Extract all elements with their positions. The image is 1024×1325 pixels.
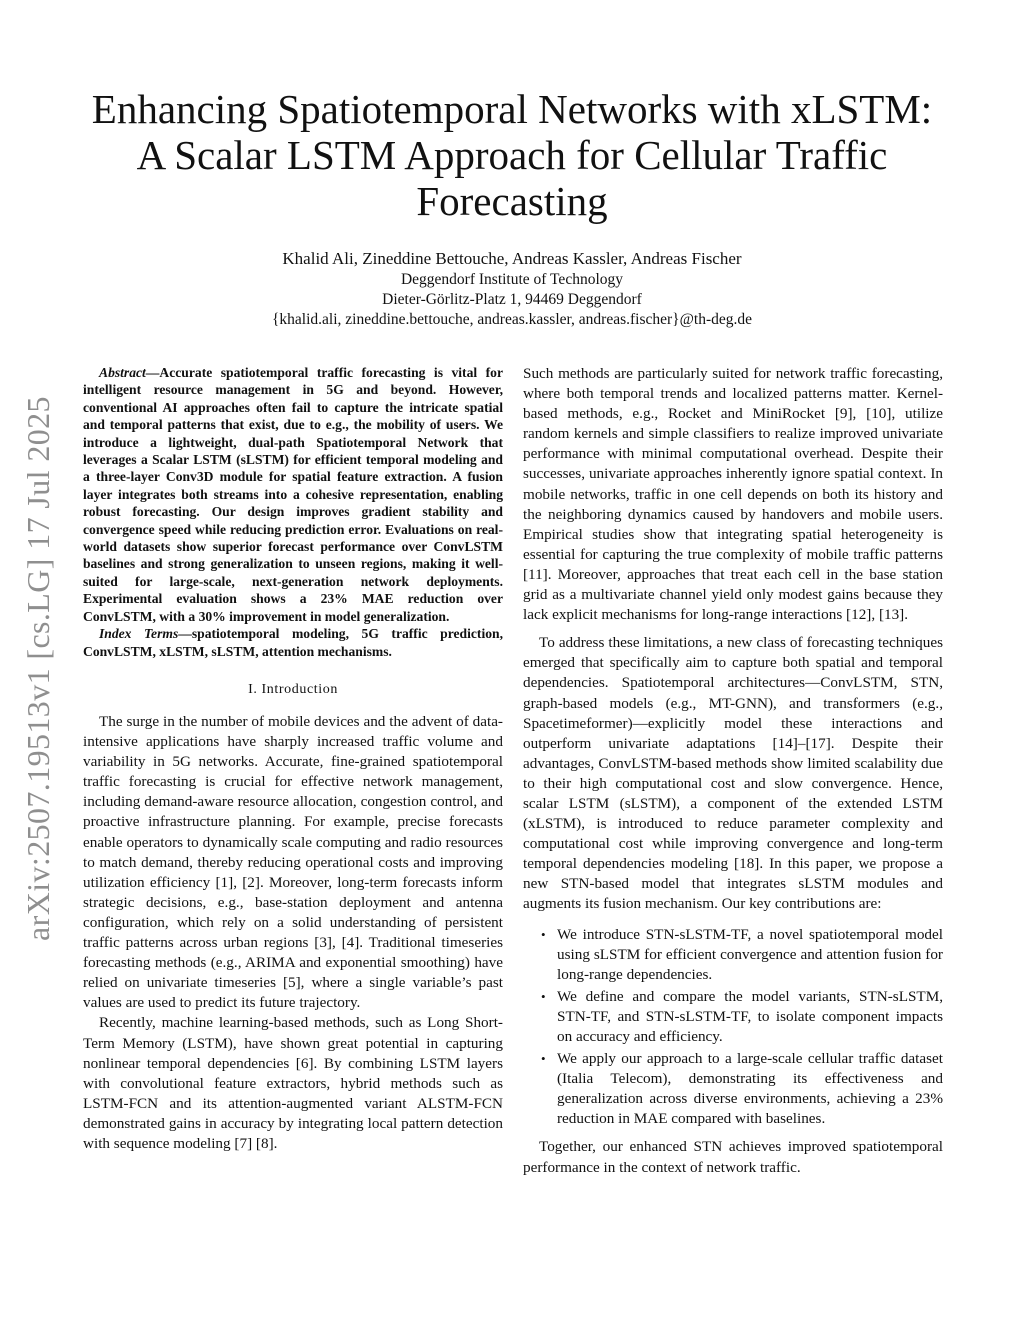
arxiv-identifier-stamp xyxy=(14,378,62,958)
abstract xyxy=(83,364,503,625)
arxiv-identifier-text: arXiv:2507.19513v1 [cs.LG] 17 Jul 2025 xyxy=(19,395,56,941)
title-line-3: Forecasting xyxy=(416,178,608,224)
paper-title xyxy=(70,86,954,224)
closing-paragraph: Together, our enhanced STN achieves improved spatiotemporal performance in the context of network traffic. xyxy=(523,1138,943,1176)
abstract-text: Accurate spatiotemporal traffic forecasting is vital for intelligent resource management in 5G and beyond. However, conventional AI approaches often fail to capture the intricate spatial and temporal patterns that exist, due to e.g., the mobility of users. We introduce a lightweight, dual-path Spatiotemporal Network that leverages a Scalar LSTM (sLSTM) for efficient temporal modeling and a three-layer Conv3D module for spatial feature extraction. A fusion layer integrates both streams into a cohesive representation, enabling robust forecasting. Our design improves gradient stability and convergence speed while reducing prediction error. Evaluations on real-world datasets show superior forecast performance over ConvLSTM baselines and strong generalization to unseen regions, making it well-suited for large-scale, next-generation network deployments. Experimental evaluation shows a 23% MAE reduction over ConvLSTM, with a 30% improvement in model generalization. xyxy=(83,365,503,624)
bullet-icon: • xyxy=(541,988,546,1004)
contribution-text: We introduce STN-sLSTM-TF, a novel spatiotemporal model using sLSTM for efficient convergence and attention fusion for long-range dependencies. xyxy=(557,925,943,983)
author-emails: {khalid.ali, zineddine.bettouche, andreas.kassler, andreas.fischer}@th-deg.de xyxy=(271,311,752,328)
intro-paragraph: To address these limitations, a new class of forecasting techniques emerged that specifically aim to capture both spatial and temporal dependencies. Spatiotemporal architectures—ConvLSTM, STN, graph-based models (e.g., MT-GNN), and transformers (e.g., Spacetimeformer)—explicitly model these interactions and outperform univariate adaptations [14]–[17]. Despite their advantages, ConvLSTM-based methods show limited scalability due to their high computational cost and slow convergence. Hence, scalar LSTM (sLSTM), a component of the extended LSTM (xLSTM), is introduced to reduce parameter complexity and computational cost while improving convergence and long-term temporal dependencies modeling [18]. In this paper, we propose a new STN-based model that integrates sLSTM modules and augments its fusion mechanism. Our key contributions are: xyxy=(523,634,943,913)
author-list: Khalid Ali, Zineddine Bettouche, Andreas Kassler, Andreas Fischer xyxy=(282,249,742,268)
index-terms-label: Index Terms xyxy=(99,626,179,642)
contribution-text: We apply our approach to a large-scale cellular traffic dataset (Italia Telecom), demonstrating its effectiveness and generalization across diverse environments, achieving a 23% reduction in MAE compared with baselines. xyxy=(557,1050,943,1128)
index-terms-text: —spatiotemporal modeling, 5G traffic prediction, ConvLSTM, xLSTM, sLSTM, attention mechanisms. xyxy=(83,626,503,659)
abstract-label: Abstract— xyxy=(99,365,160,380)
section-heading-introduction: I. Introduction xyxy=(248,681,338,697)
list-item xyxy=(523,987,943,1047)
intro-paragraph: The surge in the number of mobile devices and the advent of data-intensive applications have sharply increased traffic volume and variability in 5G networks. Accurate, fine-grained spatiotemporal traffic forecasting is crucial for effective network management, including demand-aware resource allocation, congestion control, and proactive infrastructure planning. For example, precise forecasts enable operators to dynamically scale computing and radio resources to match demand, thereby reducing operational costs and improving utilization efficiency [1], [2]. Moreover, long-term forecasts inform strategic decisions, e.g., base-station deployment and antenna configuration, which rely on a solid understanding of persistent traffic patterns across urban regions [3], [4]. Traditional timeseries forecasting methods (e.g., ARIMA and exponential smoothing) have relied on univariate timeseries [5], where a single variable’s past values are used to predict its future trajectory. xyxy=(83,713,503,1012)
affiliation-address: Dieter-Görlitz-Platz 1, 94469 Deggendorf xyxy=(382,291,642,308)
intro-paragraph: Recently, machine learning-based methods, such as Long Short-Term Memory (LSTM), have shown great potential in capturing nonlinear temporal dependencies [6]. By combining LSTM layers with convolutional feature extractors, hybrid methods such as LSTM-FCN and its attention-augmented variant ALSTM-FCN demonstrated gains in accuracy by integrating local pattern detection with sequence modeling [7] [8]. xyxy=(83,1014,503,1152)
title-line-2: A Scalar LSTM Approach for Cellular Traffic xyxy=(136,132,888,178)
author-block xyxy=(150,248,874,330)
list-item xyxy=(523,925,943,985)
list-item xyxy=(523,1049,943,1129)
index-terms xyxy=(83,625,503,660)
intro-paragraph: Such methods are particularly suited for network traffic forecasting, where both temporal trends and localized patterns matter. Kernel-based methods, e.g., Rocket and MiniRocket [9], [10], utilize random kernels and simple classifiers to realize improved univariate performance with minimal computational overhead. Despite their successes, univariate approaches inherently ignore spatial context. In mobile networks, traffic in one cell depends on both its history and the neighboring dynamics caused by handovers and mobile users. Empirical studies show that integrating spatial heterogeneity is essential for capturing the true complexity of mobile traffic patterns [11]. Moreover, approaches that treat each cell in the base station grid as a multivariate channel yield only modest gains because they lack explicit mechanisms for long-range interactions [12], [13]. xyxy=(523,365,943,624)
bullet-icon: • xyxy=(541,1051,546,1067)
right-column xyxy=(523,364,943,1178)
left-column xyxy=(83,364,503,1154)
title-line-1: Enhancing Spatiotemporal Networks with xLSTM: xyxy=(91,86,933,132)
contributions-list xyxy=(523,925,943,1130)
contribution-text: We define and compare the model variants, STN-sLSTM, STN-TF, and STN-sLSTM-TF, to isolate component impacts on accuracy and efficiency. xyxy=(557,987,943,1045)
affiliation-institution: Deggendorf Institute of Technology xyxy=(400,271,624,288)
bullet-icon: • xyxy=(541,926,546,942)
